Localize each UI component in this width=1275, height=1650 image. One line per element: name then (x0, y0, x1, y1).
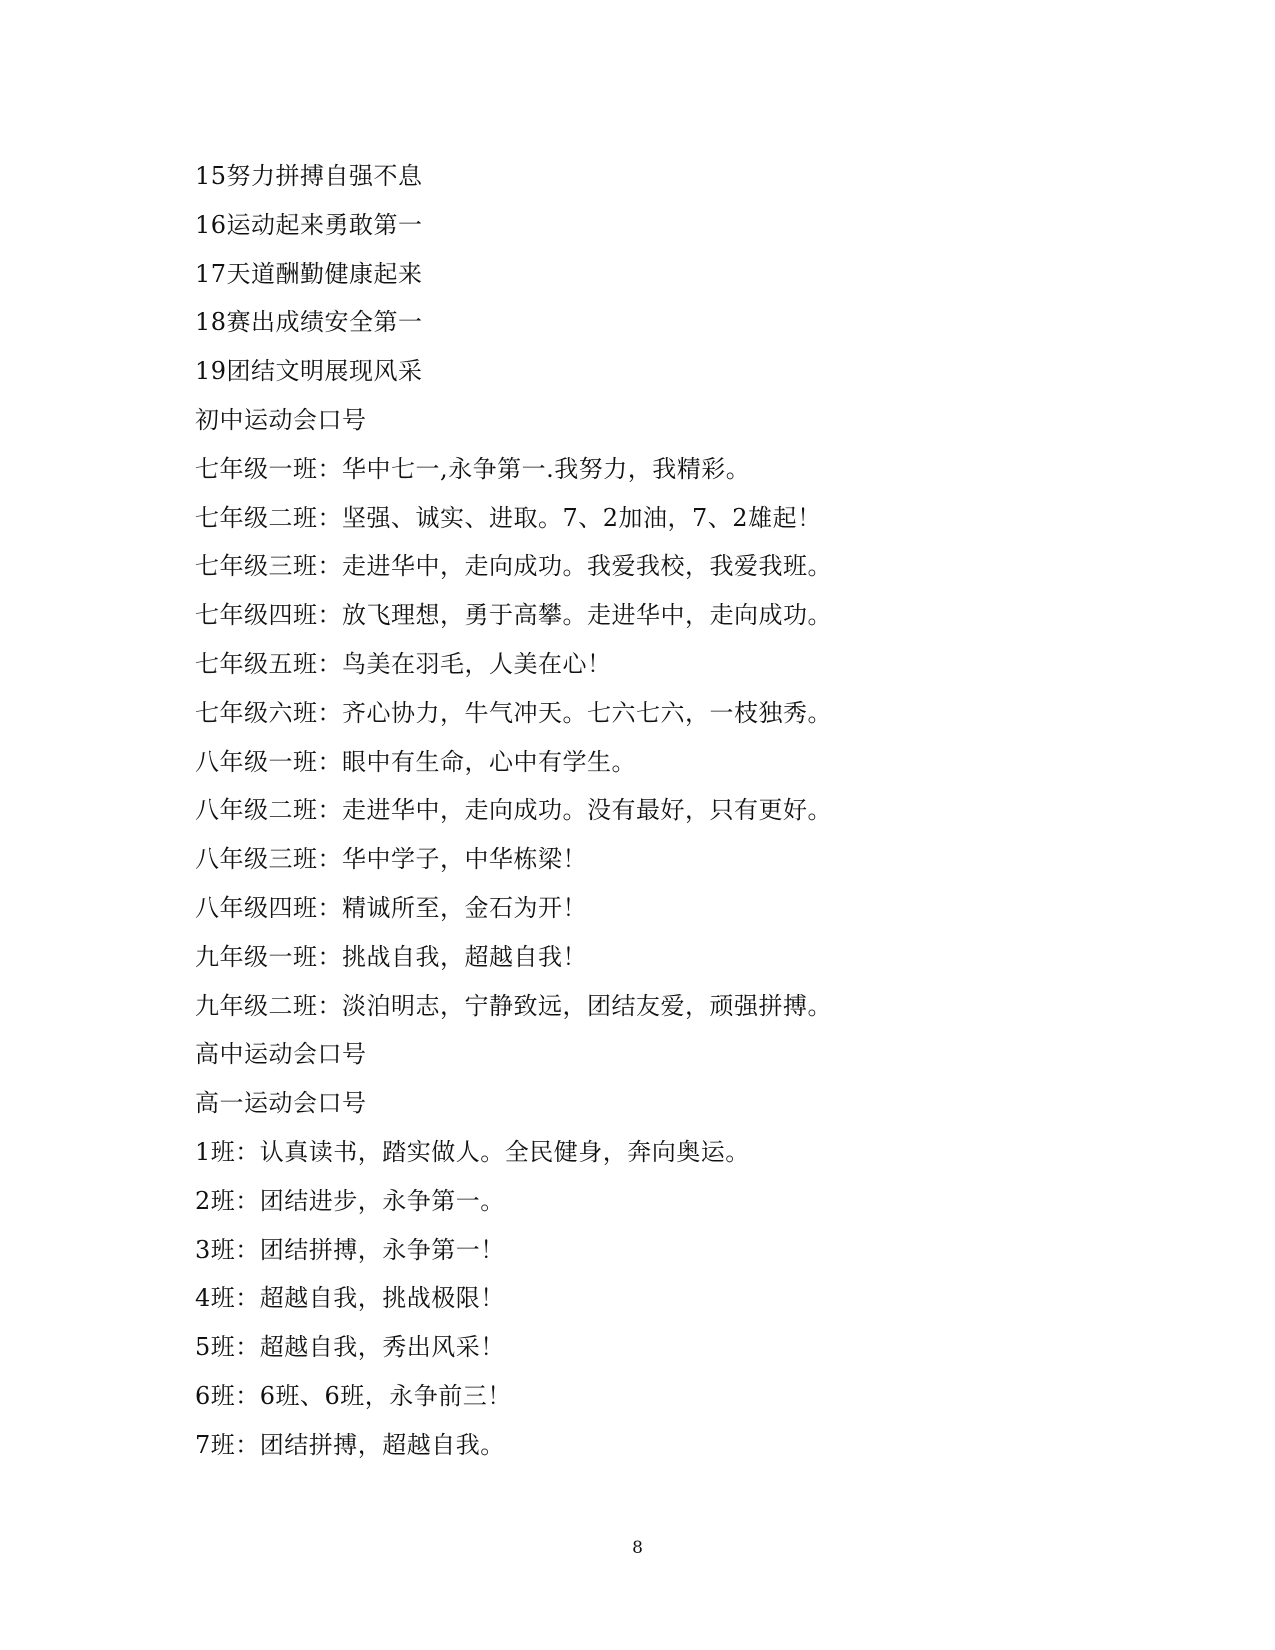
document-body (195, 152, 1095, 1470)
text-line: 八年级二班：走进华中，走向成功。没有最好，只有更好。 (195, 796, 832, 825)
page-number: 8 (632, 1538, 643, 1558)
text-line: 4班：超越自我，挑战极限！ (195, 1284, 505, 1313)
text-line: 九年级二班：淡泊明志，宁静致远，团结友爱，顽强拼搏。 (195, 991, 832, 1020)
text-line: 16运动起来勇敢第一 (195, 210, 423, 239)
text-line: 九年级一班：挑战自我，超越自我！ (195, 942, 587, 971)
subsection-heading: 高一运动会口号 (195, 1089, 367, 1118)
text-line: 17天道酬勤健康起来 (195, 259, 423, 288)
text-line: 七年级二班：坚强、诚实、进取。7、2加油，7、2雄起！ (195, 503, 822, 532)
text-line: 1班：认真读书，踏实做人。全民健身，奔向奥运。 (195, 1137, 750, 1166)
text-line: 七年级六班：齐心协力，牛气冲天。七六七六，一枝独秀。 (195, 698, 832, 727)
text-line: 七年级三班：走进华中，走向成功。我爱我校，我爱我班。 (195, 552, 832, 581)
text-line: 八年级四班：精诚所至，金石为开！ (195, 893, 587, 922)
text-line: 八年级三班：华中学子，中华栋梁！ (195, 845, 587, 874)
text-line: 七年级一班：华中七一,永争第一.我努力，我精彩。 (195, 454, 751, 483)
text-line: 18赛出成绩安全第一 (195, 308, 423, 337)
section-heading: 初中运动会口号 (195, 405, 367, 434)
text-line: 3班：团结拼搏，永争第一！ (195, 1235, 505, 1264)
text-line: 七年级五班：鸟美在羽毛，人美在心！ (195, 649, 612, 678)
text-line: 19团结文明展现风采 (195, 357, 423, 386)
text-line: 七年级四班：放飞理想，勇于高攀。走进华中，走向成功。 (195, 601, 832, 630)
text-line: 15努力拼搏自强不息 (195, 162, 423, 190)
text-line: 7班：团结拼搏，超越自我。 (195, 1430, 505, 1459)
text-line: 5班：超越自我，秀出风采！ (195, 1333, 505, 1362)
text-line: 2班：团结进步，永争第一。 (195, 1186, 505, 1215)
text-line: 八年级一班：眼中有生命，心中有学生。 (195, 747, 636, 776)
text-line: 6班：6班、6班，永争前三！ (195, 1381, 512, 1410)
section-heading: 高中运动会口号 (195, 1040, 367, 1069)
